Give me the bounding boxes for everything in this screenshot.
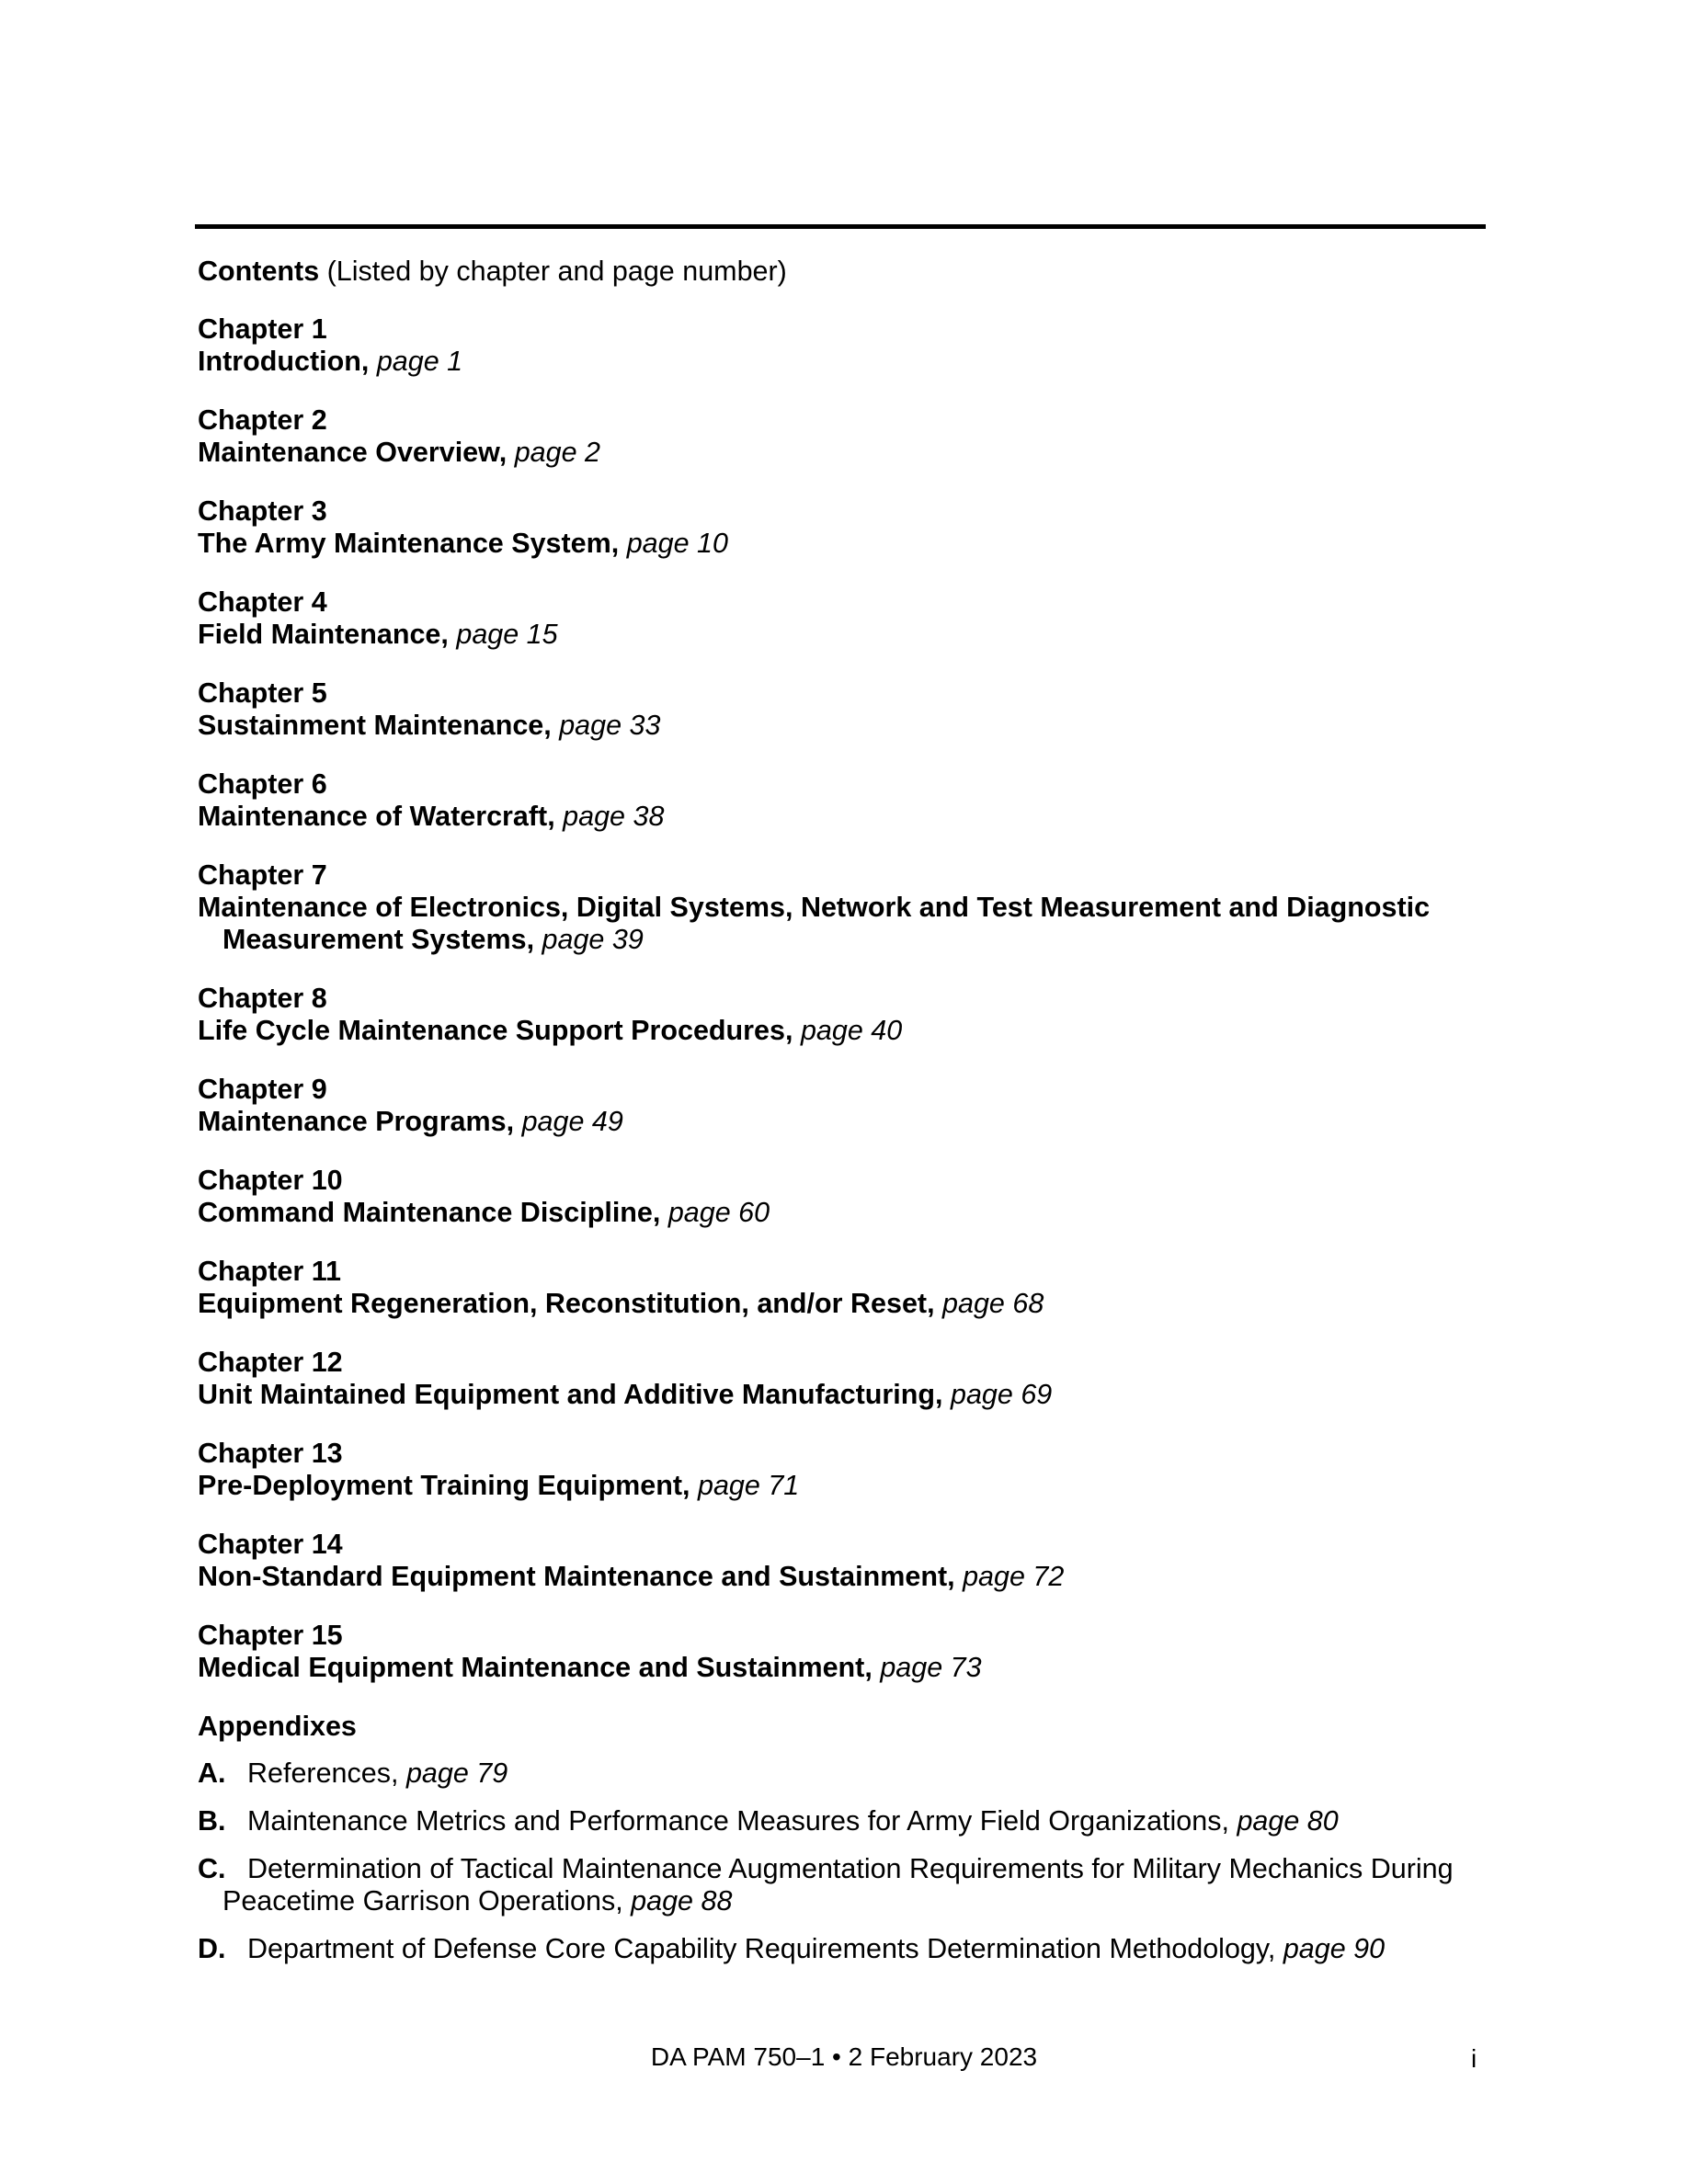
chapter-entry-14[interactable] [198,1529,1485,1593]
appendix-title: Determination of Tactical Maintenance Augmentation Requirements for Military Mechanics During Peacetime Garrison Operations, [222,1853,1454,1917]
chapter-page: page 33 [559,710,661,741]
appendix-letter: D. [198,1933,226,1964]
chapter-title-text: Introduction, [198,346,370,377]
chapter-page: page 40 [800,1015,903,1046]
appendix-letter: B. [198,1805,226,1837]
chapter-number: Chapter 15 [198,1620,343,1651]
chapter-page: page 49 [521,1106,623,1137]
chapter-title-text: Field Maintenance, [198,619,449,650]
appendix-title: Maintenance Metrics and Performance Measures for Army Field Organizations, [247,1805,1229,1837]
chapter-page: page 68 [942,1288,1044,1319]
chapter-entry-1[interactable] [198,313,1485,378]
chapter-entry-9[interactable] [198,1074,1485,1138]
chapter-title-text: Maintenance of Electronics, Digital Systems, Network and Test Measurement and Diagnostic Measurement Systems, [198,892,1431,955]
chapter-title[interactable] [198,1288,1485,1320]
chapter-title-text: Life Cycle Maintenance Support Procedures, [198,1015,793,1046]
chapter-entry-8[interactable] [198,983,1485,1047]
appendix-letter: A. [198,1757,226,1789]
chapter-title-text: Unit Maintained Equipment and Additive Manufacturing, [198,1379,943,1410]
chapter-title-text: Medical Equipment Maintenance and Sustainment, [198,1652,873,1683]
appendix-entry-c[interactable] [198,1853,1485,1917]
chapter-number: Chapter 12 [198,1347,343,1378]
table-of-contents [198,256,1485,1981]
chapter-entry-4[interactable] [198,586,1485,651]
chapter-page: page 71 [698,1470,800,1501]
appendix-page: page 90 [1283,1933,1386,1964]
contents-heading [198,256,1485,288]
appendixes-heading: Appendixes [198,1711,357,1742]
appendix-page: page 79 [405,1757,508,1789]
chapter-title[interactable] [198,528,1485,560]
chapter-title[interactable] [198,1106,1485,1138]
chapter-entry-5[interactable] [198,677,1485,742]
chapter-title[interactable] [198,1379,1485,1411]
appendix-page: page 88 [631,1885,733,1917]
chapter-entry-3[interactable] [198,495,1485,560]
chapter-title-text: Command Maintenance Discipline, [198,1197,661,1228]
appendix-entry-d[interactable] [198,1933,1485,1965]
chapter-title[interactable] [198,346,1485,378]
appendix-title: Department of Defense Core Capability Requirements Determination Methodology, [247,1933,1276,1964]
chapter-title-text: Maintenance Programs, [198,1106,515,1137]
chapter-number: Chapter 6 [198,768,327,800]
chapter-page: page 38 [563,801,665,832]
chapter-title-text: Pre-Deployment Training Equipment, [198,1470,690,1501]
chapter-page: page 10 [626,528,728,559]
chapter-entry-6[interactable] [198,768,1485,833]
chapter-number: Chapter 7 [198,859,327,891]
chapter-entry-2[interactable] [198,404,1485,469]
chapter-page: page 39 [542,924,644,955]
chapter-page: page 73 [880,1652,982,1683]
chapter-number: Chapter 13 [198,1438,343,1469]
chapter-number: Chapter 1 [198,313,327,345]
chapter-number: Chapter 9 [198,1074,327,1105]
chapter-title[interactable] [198,892,1485,956]
chapter-number: Chapter 5 [198,677,327,709]
chapter-entry-15[interactable] [198,1620,1485,1684]
chapter-entry-13[interactable] [198,1438,1485,1502]
chapter-number: Chapter 11 [198,1256,341,1287]
chapter-title[interactable] [198,1197,1485,1229]
appendix-page: page 80 [1237,1805,1339,1837]
chapter-title-text: Maintenance of Watercraft, [198,801,555,832]
chapter-title-text: Sustainment Maintenance, [198,710,552,741]
chapter-title[interactable] [198,1015,1485,1047]
chapter-entry-10[interactable] [198,1165,1485,1229]
chapter-title[interactable] [198,801,1485,833]
chapter-page: page 2 [514,437,600,468]
contents-note: (Listed by chapter and page number) [319,256,787,287]
chapter-title[interactable] [198,619,1485,651]
appendix-letter: C. [198,1853,226,1884]
chapter-title[interactable] [198,1470,1485,1502]
appendix-entry-a[interactable] [198,1757,1485,1790]
chapter-number: Chapter 3 [198,495,327,527]
chapter-entry-11[interactable] [198,1256,1485,1320]
chapter-entry-7[interactable] [198,859,1485,956]
chapter-number: Chapter 10 [198,1165,343,1196]
chapter-number: Chapter 8 [198,983,327,1014]
chapter-number: Chapter 4 [198,586,327,618]
chapter-title[interactable] [198,710,1485,742]
chapter-page: page 15 [456,619,558,650]
top-rule [195,224,1486,229]
chapter-title-text: The Army Maintenance System, [198,528,620,559]
appendix-entry-b[interactable] [198,1805,1485,1837]
appendix-title: References, [247,1757,399,1789]
contents-label: Contents [198,256,320,287]
page-footer: DA PAM 750–1 • 2 February 2023 [650,2042,1038,2071]
chapter-title-text: Equipment Regeneration, Reconstitution, and/or Reset, [198,1288,935,1319]
chapter-page: page 69 [951,1379,1053,1410]
chapter-number: Chapter 2 [198,404,327,436]
chapter-title[interactable] [198,1561,1485,1593]
chapter-title[interactable] [198,437,1485,469]
chapter-title-text: Maintenance Overview, [198,437,508,468]
chapter-entry-12[interactable] [198,1347,1485,1411]
chapter-title[interactable] [198,1652,1485,1684]
chapter-page: page 72 [963,1561,1065,1592]
chapter-page: page 60 [667,1197,770,1228]
page-number: i [1471,2044,1477,2073]
chapter-page: page 1 [376,346,463,377]
chapter-number: Chapter 14 [198,1529,343,1560]
chapter-title-text: Non-Standard Equipment Maintenance and Sustainment, [198,1561,955,1592]
